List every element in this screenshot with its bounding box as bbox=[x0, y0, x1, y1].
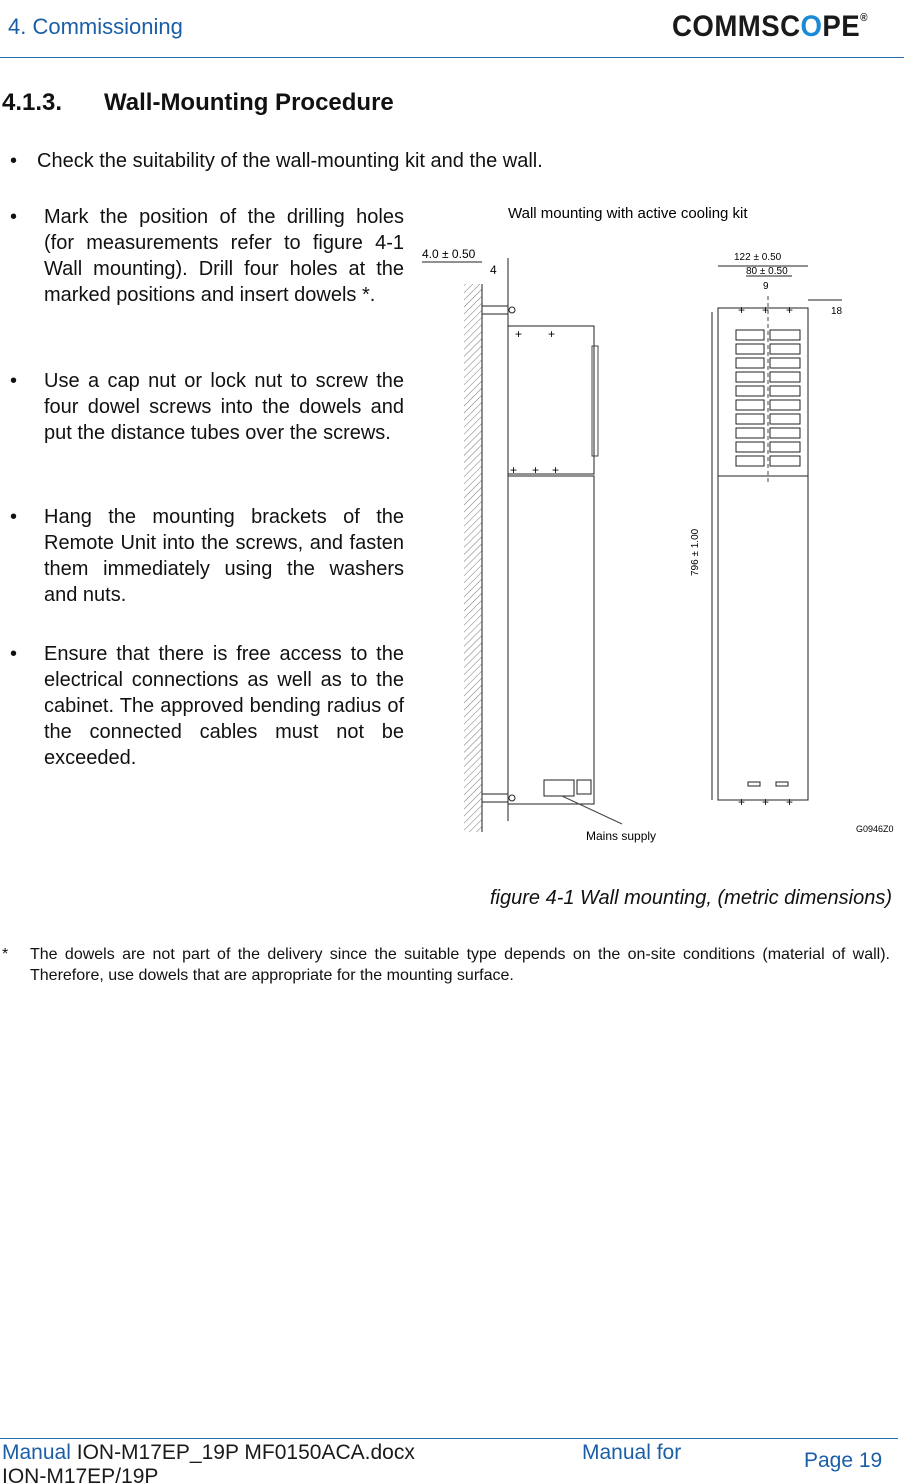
svg-text:+: + bbox=[515, 327, 523, 341]
distance-tube-bottom bbox=[482, 794, 508, 802]
front-cooling-kit bbox=[718, 308, 808, 476]
svg-text:+: + bbox=[762, 303, 770, 317]
dim-18: 18 bbox=[831, 306, 843, 317]
dim-wall-offset: 4.0 ± 0.50 bbox=[422, 247, 476, 261]
svg-text:+: + bbox=[786, 303, 794, 317]
svg-text:+: + bbox=[510, 463, 518, 477]
section-heading: 4.1.3. Wall-Mounting Procedure bbox=[2, 89, 394, 116]
step-4: • Ensure that there is free access to the electrical connections as well as to the cabinet. The approved bending radius of the connected cables must not be exceeded. bbox=[10, 643, 404, 769]
footer-manual-for: Manual for bbox=[582, 1441, 682, 1464]
footnote: * The dowels are not part of the delivery since the suitable type depends on the on-site conditions (material of wall). Therefore, use dowels that are appropriate for the mounting surface. bbox=[2, 946, 890, 984]
footer-document: Manual ION-M17EP_19P MF0150ACA.docx ION-M17EP/19P bbox=[2, 1441, 415, 1483]
mains-label: Mains supply bbox=[586, 829, 657, 843]
svg-text:+: + bbox=[738, 303, 746, 317]
footer-divider bbox=[0, 1438, 898, 1439]
section-header: 4. Commissioning bbox=[8, 14, 183, 39]
side-view-unit bbox=[508, 476, 594, 804]
wall-hatch bbox=[464, 284, 482, 832]
dim-796: 796 ± 1.00 bbox=[690, 528, 701, 576]
step-1: • Mark the position of the drilling holes (for measurements refer to figure 4-1 Wall mounting). Drill four holes at the marked positions and insert dowels *. bbox=[10, 206, 404, 306]
dim-80: 80 ± 0.50 bbox=[746, 266, 788, 277]
header-divider bbox=[0, 57, 904, 58]
figure-code: G0946Z0 bbox=[856, 824, 894, 834]
mains-leader bbox=[562, 796, 622, 824]
figure-caption: figure 4-1 Wall mounting, (metric dimensions) bbox=[489, 887, 892, 909]
figure-title: Wall mounting with active cooling kit bbox=[508, 205, 748, 222]
page-number: Page 19 bbox=[804, 1449, 883, 1472]
side-view-cooling-kit bbox=[508, 326, 594, 474]
svg-text:+: + bbox=[532, 463, 540, 477]
step-2: • Use a cap nut or lock nut to screw the four dowel screws into the dowels and put the distance tubes over the screws. bbox=[10, 370, 404, 444]
svg-text:+: + bbox=[552, 463, 560, 477]
svg-text:+: + bbox=[548, 327, 556, 341]
step-3: • Hang the mounting brackets of the Remote Unit into the screws, and fasten them immediately using the washers and nuts. bbox=[10, 506, 404, 606]
svg-text:+: + bbox=[762, 795, 770, 809]
wall-mounting-figure bbox=[412, 196, 898, 846]
svg-text:+: + bbox=[786, 795, 794, 809]
dim-9: 9 bbox=[763, 281, 769, 292]
commscope-logo: COMMSCOPE® bbox=[672, 10, 869, 43]
front-unit bbox=[718, 476, 808, 800]
dim-4: 4 bbox=[490, 263, 497, 277]
distance-tube-top bbox=[482, 306, 508, 314]
svg-text:+: + bbox=[738, 795, 746, 809]
dim-122: 122 ± 0.50 bbox=[734, 252, 782, 263]
